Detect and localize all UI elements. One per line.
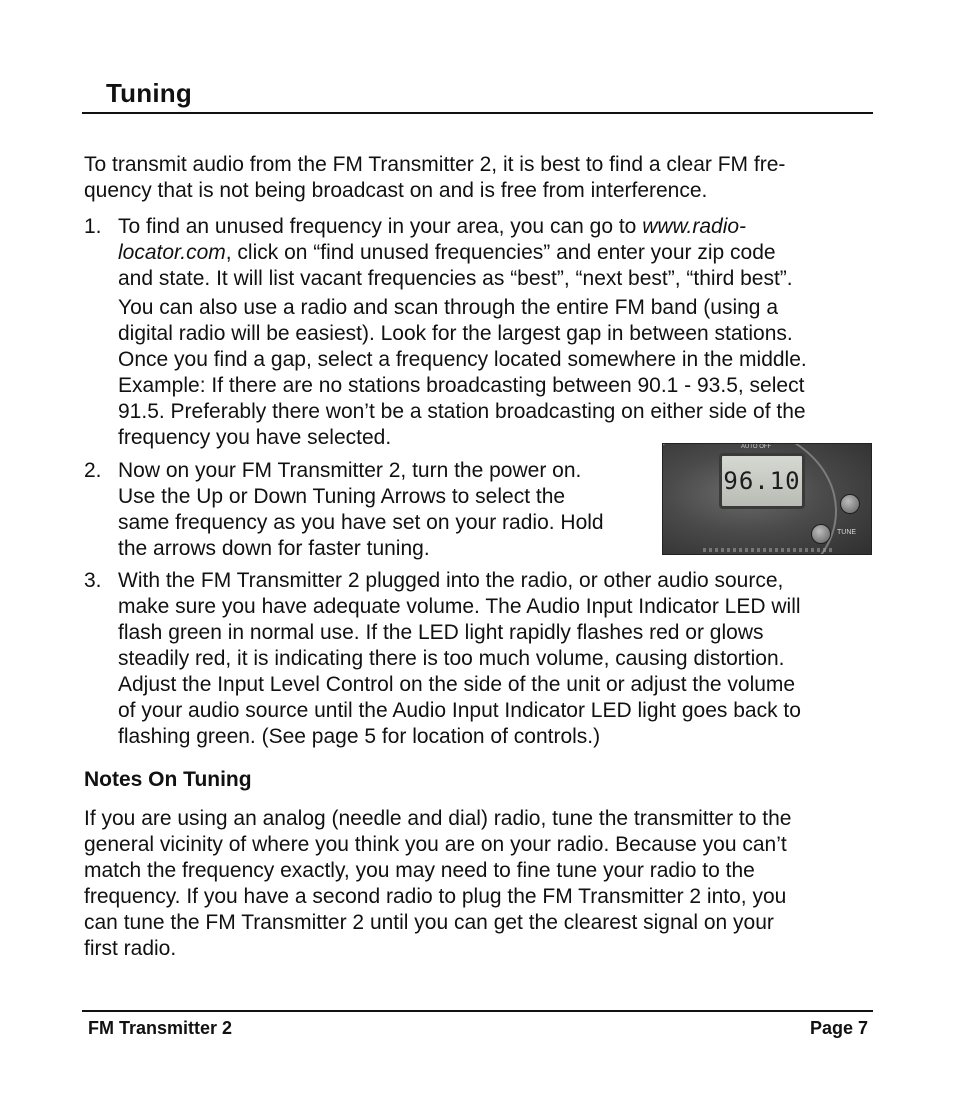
step-line: digital radio will be easiest). Look for the largest gap in between stations.: [118, 322, 793, 345]
step-line: You can also use a radio and scan through the entire FM band (using a: [118, 296, 778, 319]
page-title: Tuning: [106, 78, 192, 108]
step-line: make sure you have adequate volume. The Audio Input Indicator LED will: [118, 595, 801, 618]
step-body: [118, 214, 874, 451]
step-line: [118, 214, 874, 240]
step-line: and state. It will list vacant frequencies as “best”, “next best”, “third best”.: [118, 267, 793, 290]
lcd-display: [719, 453, 805, 509]
notes-line: general vicinity of where you think you are on your radio. Because you can’t: [84, 833, 787, 856]
step-body: [118, 458, 648, 562]
notes-line: can tune the FM Transmitter 2 until you can get the clearest signal on your: [84, 911, 774, 934]
step-line: Use the Up or Down Tuning Arrows to select the: [118, 485, 566, 508]
tune-up-button-icon: [840, 494, 860, 514]
step-line: 91.5. Preferably there won’t be a station broadcasting on either side of the: [118, 400, 806, 423]
notes-heading: Notes On Tuning: [84, 768, 252, 791]
step-line: Adjust the Input Level Control on the side of the unit or adjust the volume: [118, 673, 796, 696]
step-line: Now on your FM Transmitter 2, turn the power on.: [118, 459, 582, 482]
notes-line: If you are using an analog (needle and dial) radio, tune the transmitter to the: [84, 807, 792, 830]
step-line: steadily red, it is indicating there is too much volume, causing distortion.: [118, 647, 785, 670]
step-number: 3.: [84, 569, 102, 592]
step-line: frequency you have selected.: [118, 426, 392, 449]
frequency-readout: 96.10: [723, 467, 801, 495]
website-link[interactable]: locator.com: [118, 241, 226, 264]
tune-label: TUNE: [837, 529, 857, 536]
notes-paragraph: [84, 806, 874, 962]
step-line: flash green in normal use. If the LED light rapidly flashes red or glows: [118, 621, 764, 644]
step-line: [118, 240, 874, 266]
footer-divider: [82, 1010, 873, 1012]
step-text: To find an unused frequency in your area, you can go to: [118, 215, 643, 238]
step-line: With the FM Transmitter 2 plugged into the radio, or other audio source,: [118, 569, 784, 592]
footer-page-number: Page 7: [809, 1018, 868, 1038]
step-line: Once you find a gap, select a frequency located somewhere in the middle.: [118, 348, 807, 371]
intro-paragraph: [84, 152, 874, 204]
transmitter-display-photo: [662, 443, 872, 555]
step-line: the arrows down for faster tuning.: [118, 537, 430, 560]
footer-product-name: FM Transmitter 2: [88, 1018, 233, 1038]
step-line: flashing green. (See page 5 for location of controls.): [118, 725, 601, 748]
step-number: 1.: [84, 215, 102, 238]
intro-line: quency that is not being broadcast on and is free from interference.: [84, 179, 708, 202]
auto-off-label: AUTO OFF: [741, 444, 772, 450]
step-line: Example: If there are no stations broadcasting between 90.1 - 93.5, select: [118, 374, 805, 397]
intro-line: To transmit audio from the FM Transmitter 2, it is best to find a clear FM fre-: [84, 153, 786, 176]
notes-line: match the frequency exactly, you may need to fine tune your radio to the: [84, 859, 755, 882]
notes-line: frequency. If you have a second radio to plug the FM Transmitter 2 into, you: [84, 885, 787, 908]
notes-line: first radio.: [84, 937, 177, 960]
step-line: of your audio source until the Audio Input Indicator LED light goes back to: [118, 699, 801, 722]
step-text: , click on “find unused frequencies” and enter your zip code: [225, 241, 776, 264]
brand-strip: [703, 548, 833, 552]
website-link[interactable]: www.radio-: [642, 215, 747, 238]
step-line: same frequency as you have set on your radio. Hold: [118, 511, 604, 534]
step-number: 2.: [84, 459, 102, 482]
title-divider: [82, 112, 873, 114]
tune-down-button-icon: [811, 524, 831, 544]
step-paragraph: [118, 295, 874, 451]
step-body: [118, 568, 874, 750]
